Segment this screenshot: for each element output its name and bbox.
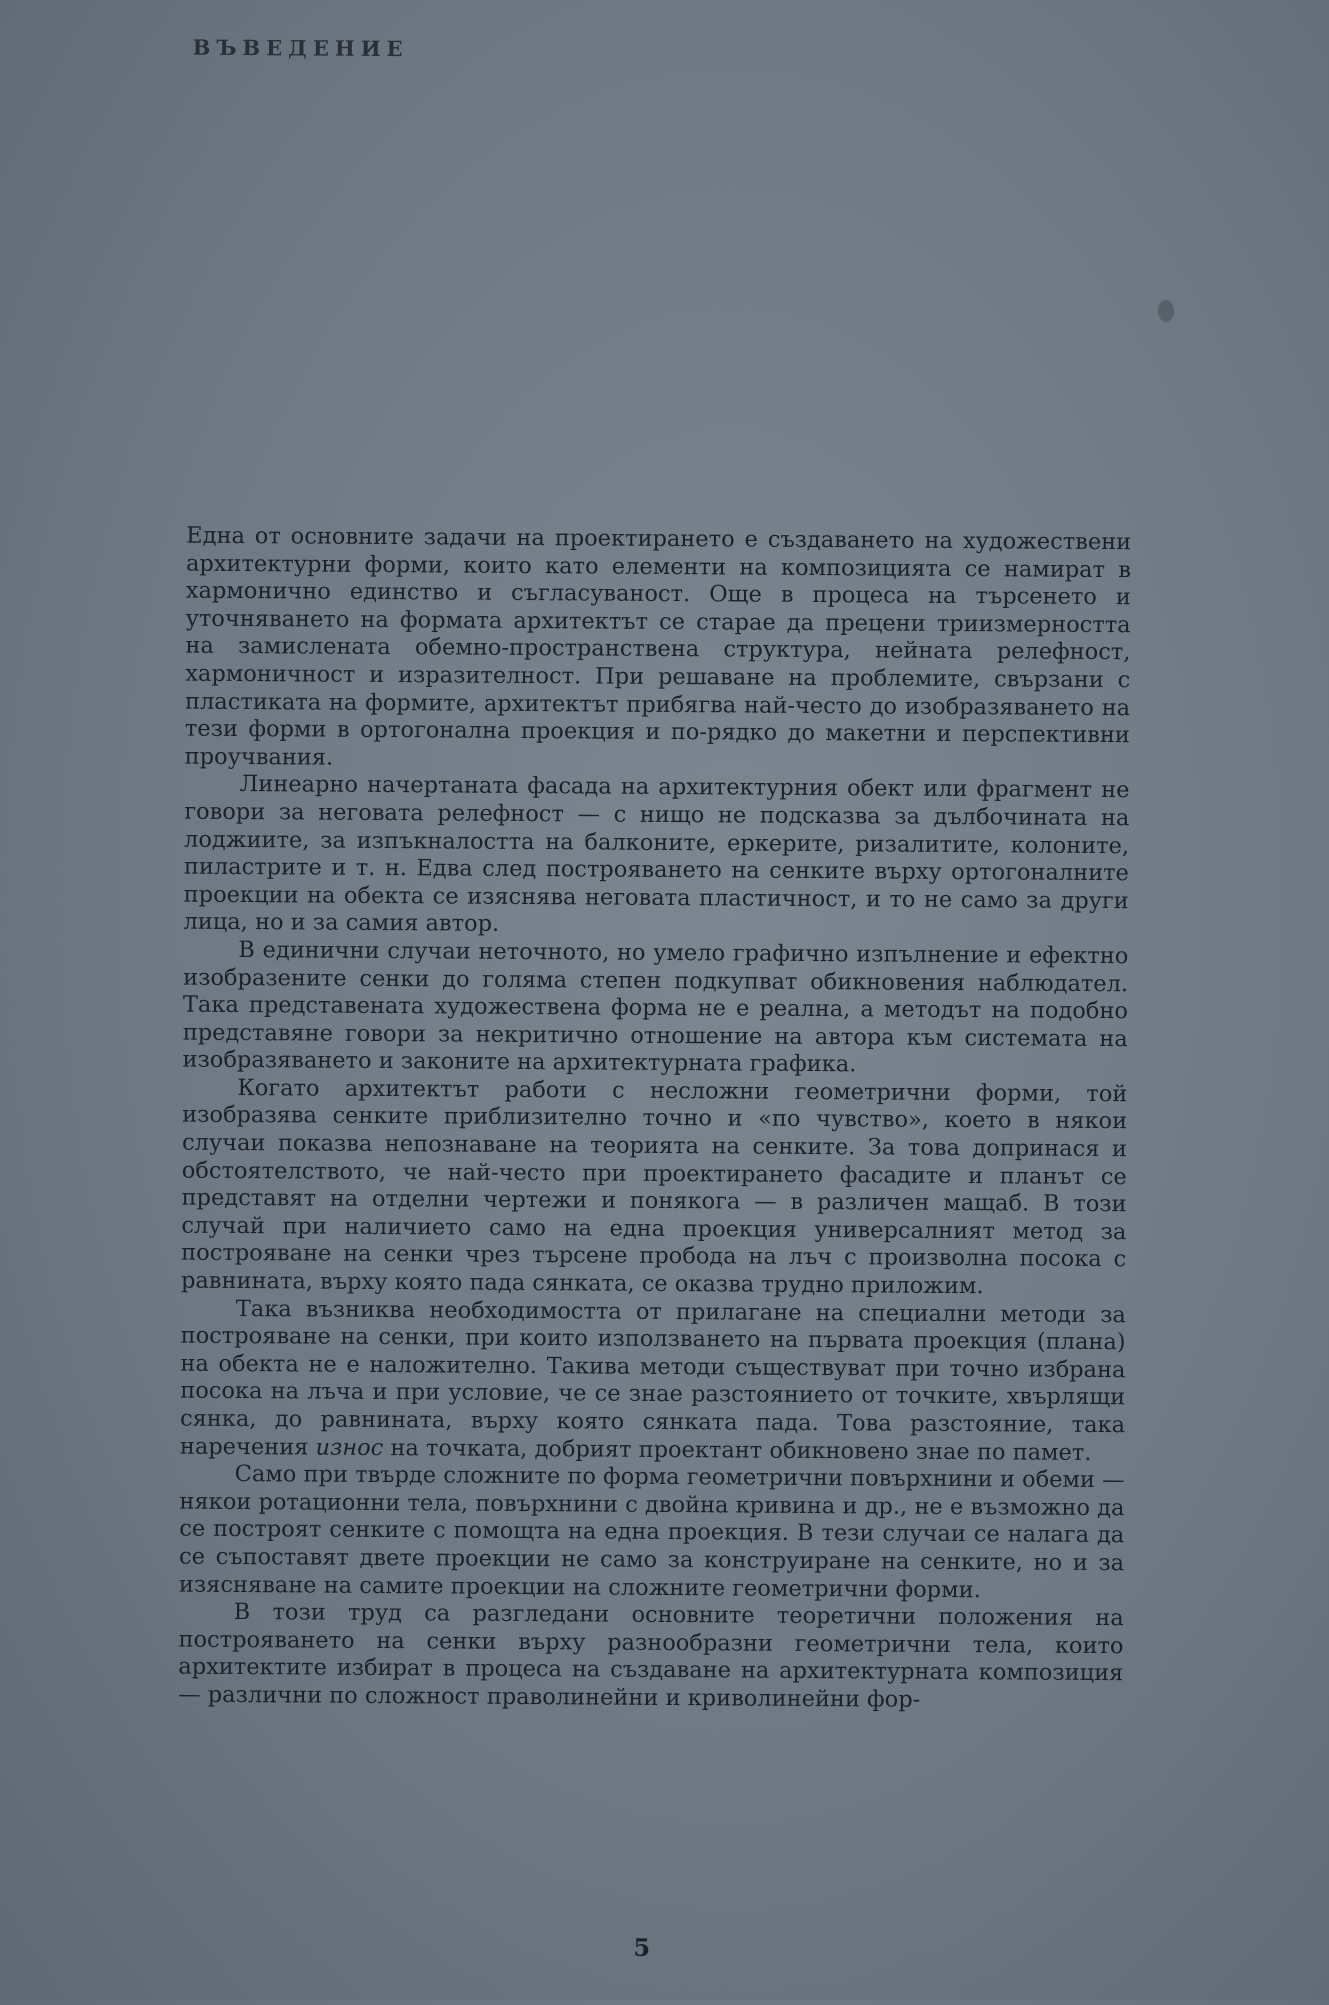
paragraph-5 [180, 1295, 1126, 1467]
body-text [178, 523, 1131, 1716]
paragraph-6: Само при твърде сложните по форма геометрични повърхнини и обеми — някои ротационни тела, повърхнини с двойна кривина и др., не е възможно да се построят сенките с помощта на една проекция. В тези случаи се налага да се съпоставят двете проекции не само за конструиране на сенките, но и за изясняване на самите проекции на сложните геометрични форми. [178, 1461, 1125, 1603]
section-title: ВЪВЕДЕНИЕ [192, 34, 409, 62]
paragraph-1: Една от основните задачи на проектирането е създаването на художествени архитектурни форми, които като елементи на композицията се намират в хармонично единство и съгласуваност. Още в процеса на търсенето и уточняването на формата архитектът се старае да прецени триизмерността на замислената обемно-пространствена структура, нейната релефност, хармоничност и изразителност. При решаване на проблемите, свързани с пластиката на формите, архитектът прибягва най-често до изобразяването на тези форми в ортогонална проекция и по-рядко до макетни и перспективни проучвания. [184, 522, 1132, 771]
paragraph-5-emphasis: износ [315, 1434, 384, 1461]
paragraph-2: Линеарно начертаната фасада на архитектурния обект или фрагмент не говори за неговата релефност — с нищо не подсказва за дълбочината на лоджиите, за изпъкналостта на балконите, еркерите, ризалитите, колоните, пиластрите и т. н. Едва след построяването на сенките върху ортогоналните проекции на обекта се изяснява неговата пластичност, и то не само за други лица, но и за самия автор. [183, 771, 1130, 938]
paragraph-4: Когато архитектът работи с несложни геометрични форми, той изобразява сенките приблизително точно и «по чувство», което в някои случаи показва непознаване на теорията на сенките. За това допринася и обстоятелството, че най-често при проектирането фасадите и планът се представят на отделни чертежи и понякога — в различен мащаб. В този случай при наличието само на една проекция универсалният метод за построяване на сенки чрез търсене пробода на лъч с произволна посока с равнината, върху която пада сянката, се оказва трудно приложим. [180, 1074, 1128, 1300]
paragraph-5-part-1: Така възниква необходимостта от прилагане на специални методи за построяване на сенки, при които използването на първата проекция (плана) на обекта не е наложително. Такива методи съществуват при точно избрана посока на лъча и при условие, че се знае разстоянието от точките, хвърлящи сянка, до равнината, върху която сянката пада. Това разстояние, така наречения [179, 1295, 1126, 1461]
paper-smudge [1158, 300, 1174, 322]
paragraph-3: В единични случаи неточното, но умело графично изпълнение и ефектно изобразените сенки до голяма степен подкупват обикновения наблюдател. Така представената художествена форма не е реална, а методът на подобно представяне говори за некритично отношение на автора към системата на изобразяването и законите на архитектурната графика. [182, 936, 1129, 1078]
paragraph-5-part-2: на точката, добрият проектант обикновено знае по памет. [383, 1434, 1092, 1466]
page-number: 5 [633, 1932, 651, 1962]
paragraph-7: В този труд са разгледани основните теоретични положения на построяването на сенки върху разнообразни геометрични тела, които архитектите избират в процеса на създаване на архитектурната композиция — различни по сложност праволинейни и криволинейни фор- [178, 1599, 1124, 1713]
